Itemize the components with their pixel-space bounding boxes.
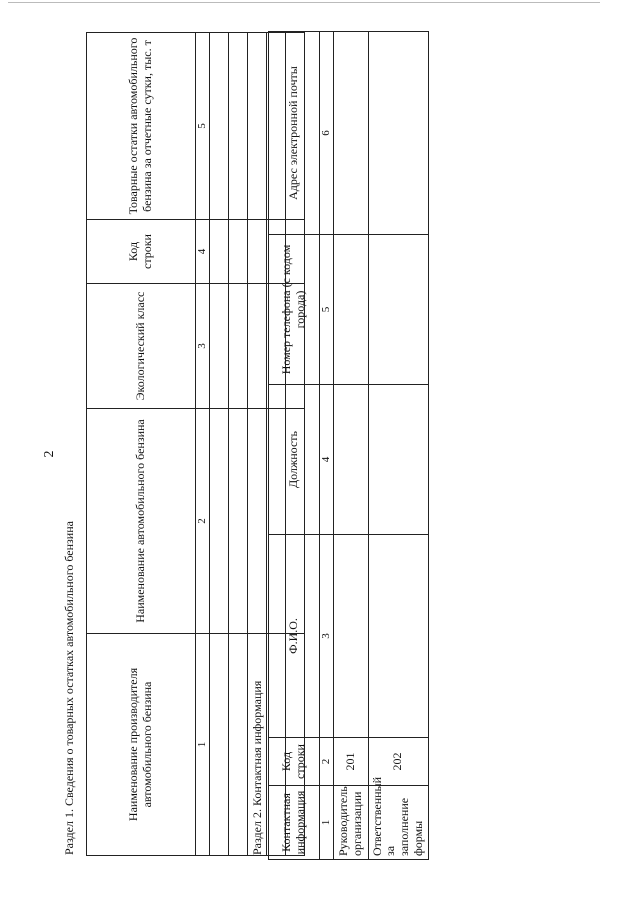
col-number: 5	[196, 33, 210, 220]
col-number: 2	[196, 409, 210, 634]
col-email: Адрес электронной почты	[269, 32, 320, 235]
col-number: 2	[320, 738, 334, 786]
page-number: 2	[42, 450, 57, 458]
table-header-row	[269, 32, 320, 860]
col-gasoline-name: Наименование автомобильного бензина	[87, 409, 196, 634]
table-row	[209, 33, 228, 856]
col-eco-class: Экологический класс	[87, 284, 196, 409]
col-number: 3	[320, 535, 334, 738]
row-label: Руководитель организации	[333, 786, 368, 860]
col-number: 6	[320, 32, 334, 235]
row-label: Ответственный за заполнение формы	[368, 786, 428, 860]
col-full-name: Ф.И.О.	[269, 535, 320, 738]
col-number: 3	[196, 284, 210, 409]
col-stock: Товарные остатки автомобильного бензина за отчетные сутки, тыс. т	[87, 33, 196, 220]
col-number: 5	[320, 235, 334, 385]
column-numbers-row	[196, 33, 210, 856]
col-line-code: Код строки	[87, 220, 196, 284]
table-row	[333, 32, 368, 860]
row-code: 201	[333, 738, 368, 786]
col-number: 4	[196, 220, 210, 284]
section-1-title: Раздел 1. Сведения о товарных остатках автомобильного бензина	[62, 521, 76, 855]
column-numbers-row	[320, 32, 334, 860]
col-position: Должность	[269, 385, 320, 535]
table-row	[368, 32, 428, 860]
col-manufacturer: Наименование производителя автомобильного бензина	[87, 634, 196, 856]
table-row	[228, 33, 247, 856]
section-2-title: Раздел 2. Контактная информация	[250, 680, 264, 855]
col-line-code: Код строки	[269, 738, 320, 786]
col-number: 4	[320, 385, 334, 535]
table-header-row	[87, 33, 196, 856]
col-contact-info: Контактная информация	[269, 786, 320, 860]
section-2-table	[268, 31, 429, 860]
col-phone: Номер телефона (с кодом города)	[269, 235, 320, 385]
scan-edge-line	[8, 2, 600, 3]
col-number: 1	[320, 786, 334, 860]
row-code: 202	[368, 738, 428, 786]
col-number: 1	[196, 634, 210, 856]
